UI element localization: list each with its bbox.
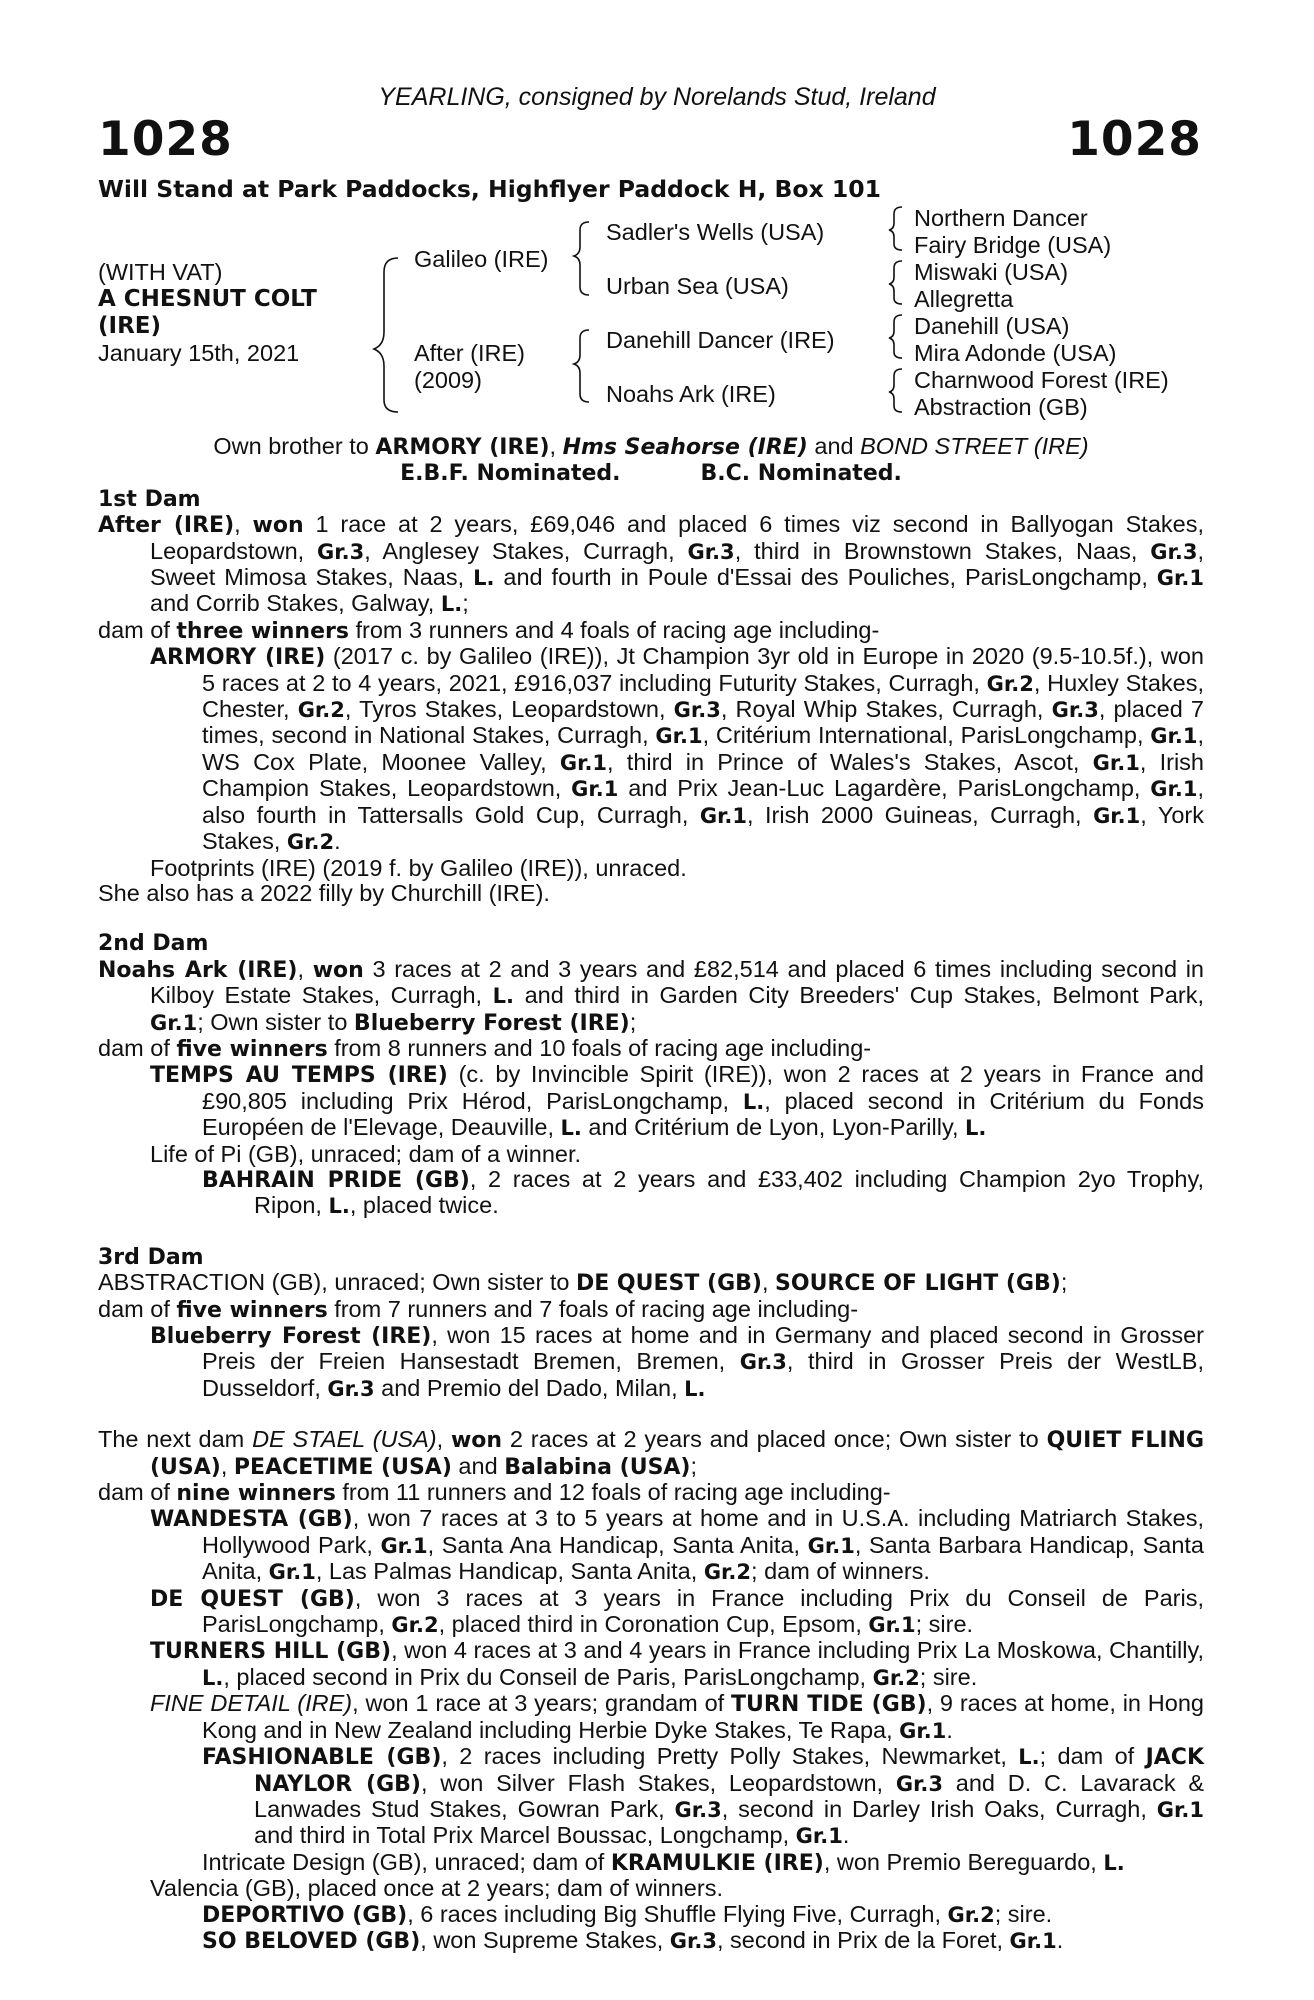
lot-number-right: 1028 <box>1067 112 1202 167</box>
own-brother-line: Own brother to ARMORY (IRE), Hms Seahorse (IRE) and BOND STREET (IRE) <box>213 433 1089 460</box>
brace-ggp-3 <box>889 315 902 358</box>
first-dam-produce-armory: ARMORY (IRE) (2017 c. by Galileo (IRE)), Jt Champion 3yr old in Europe in 2020 (9.5-10.5f.), won 5 races at 2 to 4 years, 2021, £916,037 including Futurity Stakes, Curragh, Gr.2, Huxley Stakes, Chester, Gr.2, Tyros Stakes, Leopardstown, Gr.3, Royal Whip Stakes, Curragh, Gr.3, placed 7 times, second in National Stakes, Curragh, Gr.1, Critérium International, ParisLongchamp, Gr.1, WS Cox Plate, Moonee Valley, Gr.1, third in Prince of Wales's Stakes, Ascot, Gr.1, Irish Champion Stakes, Leopardstown, Gr.1 and Prix Jean-Luc Lagardère, ParisLongchamp, Gr.1, also fourth in Tattersalls Gold Cup, Curragh, Gr.1, Irish 2000 Guineas, Curragh, Gr.1, York Stakes, Gr.2. <box>150 643 1205 855</box>
brace-ggp-4 <box>889 369 902 412</box>
next-dam-grandchild-so-beloved: SO BELOVED (GB), won Supreme Stakes, Gr.3, second in Prix de la Foret, Gr.1. <box>202 1926 1064 1954</box>
lot-title-line2: (IRE) <box>98 313 162 339</box>
first-dam-heading: 1st Dam <box>98 486 201 512</box>
next-dam-produce-valencia: Valencia (GB), placed once at 2 years; dam of winners. <box>150 1875 723 1902</box>
next-dam-record: The next dam DE STAEL (USA), won 2 races at 2 years and placed once; Own sister to QUIET FLING (USA), PEACETIME (USA) and Balabina (USA); <box>98 1426 1204 1480</box>
third-dam-produce-blueberry-forest: Blueberry Forest (IRE), won 15 races at home and in Germany and placed second in Grosser Preis der Freien Hansestadt Bremen, Bremen, Gr.3, third in Grosser Preis der WestLB, Dusseldorf, Gr.3 and Premio del Dado, Milan, L. <box>150 1322 1204 1401</box>
pedigree-braces <box>0 0 1314 430</box>
stand-location: Will Stand at Park Paddocks, Highflyer Paddock H, Box 101 <box>98 175 881 203</box>
second-dam-produce-temps-au-temps: TEMPS AU TEMPS (IRE) (c. by Invincible Spirit (IRE)), won 2 races at 2 years in France and £90,805 including Prix Hérod, ParisLongchamp, L., placed second in Critérium du Fonds Européen de l'Elevage, Deauville, L. and Critérium de Lyon, Lyon-Parilly, L. <box>150 1061 1204 1141</box>
next-dam-grandchild-fashionable: FASHIONABLE (GB), 2 races including Pretty Polly Stakes, Newmarket, L.; dam of JACK NAYLOR (GB), won Silver Flash Stakes, Leopardstown, Gr.3 and D. C. Lavarack & Lanwades Stud Stakes, Gowran Park, Gr.3, second in Darley Irish Oaks, Curragh, Gr.1 and third in Total Prix Marcel Boussac, Longchamp, Gr.1. <box>202 1743 1204 1849</box>
brace-ggp-2 <box>889 261 902 304</box>
brace-sire <box>574 222 589 295</box>
next-dam-produce-de-quest: DE QUEST (GB), won 3 races at 3 years in France including Prix du Conseil de Paris, ParisLongchamp, Gr.2, placed third in Coronation Cup, Epsom, Gr.1; sire. <box>150 1584 1204 1638</box>
pedigree-ggp-4: Allegretta <box>914 286 1014 312</box>
next-dam-produce-fine-detail: FINE DETAIL (IRE), won 1 race at 3 years; grandam of TURN TIDE (GB), 9 races at home, in Hong Kong and in New Zealand including Herbie Dyke Stakes, Te Rapa, Gr.1. <box>150 1690 1204 1743</box>
brace-ggp-1 <box>889 207 902 250</box>
first-dam-record: After (IRE), won 1 race at 2 years, £69,046 and placed 6 times viz second in Ballyogan Stakes, Leopardstown, Gr.3, Anglesey Stakes, Curragh, Gr.3, third in Brownstown Stakes, Naas, Gr.3, Sweet Mimosa Stakes, Naas, L. and fourth in Poule d'Essai des Pouliches, ParisLongchamp, Gr.1 and Corrib Stakes, Galway, L.; <box>98 511 1204 617</box>
nominations: E.B.F. Nominated. B.C. Nominated. <box>400 461 902 487</box>
next-dam-grandchild-intricate-design: Intricate Design (GB), unraced; dam of KRAMULKIE (IRE), won Premio Bereguardo, L. <box>202 1848 1125 1876</box>
second-dam-produce-summary: dam of five winners from 8 runners and 10 foals of racing age including- <box>98 1034 872 1062</box>
third-dam-produce-summary: dam of five winners from 7 runners and 7 foals of racing age including- <box>98 1295 859 1323</box>
pedigree-ggp-1: Northern Dancer <box>914 205 1088 231</box>
pedigree-sire: Galileo (IRE) <box>414 246 549 272</box>
pedigree-sire-dam: Urban Sea (USA) <box>606 273 789 299</box>
consignment-line: YEARLING, consigned by Norelands Stud, Ireland <box>378 83 936 111</box>
third-dam-record: ABSTRACTION (GB), unraced; Own sister to DE QUEST (GB), SOURCE OF LIGHT (GB); <box>98 1269 1068 1297</box>
pedigree-ggp-6: Mira Adonde (USA) <box>914 340 1117 366</box>
pedigree-dam-sire: Danehill Dancer (IRE) <box>606 327 835 353</box>
lot-number-left: 1028 <box>98 112 233 167</box>
pedigree-ggp-8: Abstraction (GB) <box>914 394 1088 420</box>
brace-dam <box>574 330 589 402</box>
pedigree-ggp-2: Fairy Bridge (USA) <box>914 232 1112 258</box>
pedigree-sire-sire: Sadler's Wells (USA) <box>606 219 825 245</box>
pedigree-ggp-5: Danehill (USA) <box>914 313 1070 339</box>
first-dam-produce-summary: dam of three winners from 3 runners and 4 foals of racing age including- <box>98 616 880 644</box>
first-dam-produce-footprints: Footprints (IRE) (2019 f. by Galileo (IRE)), unraced. <box>150 854 687 881</box>
pedigree-ggp-7: Charnwood Forest (IRE) <box>914 367 1169 393</box>
second-dam-produce-life-of-pi: Life of Pi (GB), unraced; dam of a winner. <box>150 1140 582 1167</box>
next-dam-produce-summary: dam of nine winners from 11 runners and 12 foals of racing age including- <box>98 1479 891 1507</box>
pedigree-ggp-3: Miswaki (USA) <box>914 259 1069 285</box>
pedigree-dam-year: (2009) <box>414 367 482 393</box>
next-dam-produce-wandesta: WANDESTA (GB), won 7 races at 3 to 5 years at home and in U.S.A. including Matriarch Stakes, Hollywood Park, Gr.1, Santa Ana Handicap, Santa Anita, Gr.1, Santa Barbara Handicap, Santa Anita, Gr.1, Las Palmas Handicap, Santa Anita, Gr.2; dam of winners. <box>150 1505 1205 1585</box>
pedigree-dam: After (IRE) <box>414 340 525 366</box>
lot-title-line1: A CHESNUT COLT <box>98 286 317 312</box>
next-dam-grandchild-deportivo: DEPORTIVO (GB), 6 races including Big Shuffle Flying Five, Curragh, Gr.2; sire. <box>202 1900 1053 1928</box>
foaling-date: January 15th, 2021 <box>98 340 300 366</box>
second-dam-grandchild-bahrain-pride: BAHRAIN PRIDE (GB), 2 races at 2 years and £33,402 including Champion 2yo Trophy, Ripon, L., placed twice. <box>202 1165 1204 1219</box>
second-dam-heading: 2nd Dam <box>98 931 209 957</box>
next-dam-produce-turners-hill: TURNERS HILL (GB), won 4 races at 3 and 4 years in France including Prix La Moskowa, Chantilly, L., placed second in Prix du Conseil de Paris, ParisLongchamp, Gr.2; sire. <box>150 1637 1204 1690</box>
brace-main <box>374 258 398 412</box>
vat-note: (WITH VAT) <box>98 259 223 285</box>
third-dam-heading: 3rd Dam <box>98 1244 204 1270</box>
pedigree-dam-dam: Noahs Ark (IRE) <box>606 381 776 407</box>
catalogue-body <box>98 434 1204 1954</box>
first-dam-2022-filly: She also has a 2022 filly by Churchill (IRE). <box>98 879 550 906</box>
second-dam-record: Noahs Ark (IRE), won 3 races at 2 and 3 years and £82,514 and placed 6 times including second in Kilboy Estate Stakes, Curragh, L. and third in Garden City Breeders' Cup Stakes, Belmont Park, Gr.1; Own sister to Blueberry Forest (IRE); <box>98 955 1204 1036</box>
